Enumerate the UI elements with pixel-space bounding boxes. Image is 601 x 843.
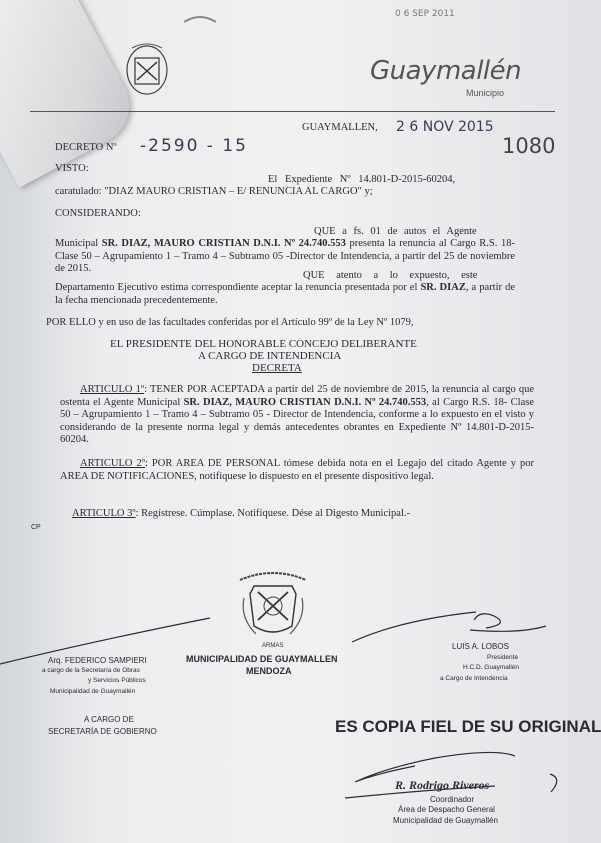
coordinator-municipality: Municipalidad de Guaymallén xyxy=(393,816,498,825)
signer-left-line-4: Municipalidad de Guaymallén xyxy=(50,688,136,695)
visto-line-2: caratulado: "DIAZ MAURO CRISTIAN – E/ RENUNCIA AL CARGO" y; xyxy=(55,186,373,197)
considerando-p1-lead: QUE a fs. 01 de autos el Agente xyxy=(314,226,477,237)
visto-title: VISTO: xyxy=(55,163,89,174)
coordinator-area: Área de Despacho General xyxy=(398,805,495,814)
initials: CP xyxy=(31,524,41,531)
a-cargo-line-2: SECRETARÍA DE GOBIERNO xyxy=(48,727,157,736)
considerando-p2: Departamento Ejecutivo estima correspondiente aceptar la renuncia presentada por el SR. DIAZ, a partir de la fecha mencionada precedentemente. xyxy=(55,282,515,306)
decree-date: 2 6 NOV 2015 xyxy=(396,119,494,135)
a-cargo-line-1: A CARGO DE xyxy=(84,715,134,724)
brand-logo-subtitle: Municipio xyxy=(466,88,505,98)
municipal-crest-icon xyxy=(120,40,175,98)
article-3: ARTICULO 3º: Regístrese. Cúmplase. Notifíquese. Dése al Digesto Municipal.- xyxy=(72,508,410,519)
article-2: ARTICULO 2º: POR AREA DE PERSONAL tómese debida nota en el Legajo del citado Agente y por AREA DE NOTIFICACIONES, notifíquese lo dispuesto en el presente dispositivo legal. xyxy=(60,458,534,482)
handwritten-number: 1080 xyxy=(502,134,556,158)
signer-right-line-4: a Cargo de Intendencia xyxy=(440,675,508,682)
decreta-title: DECRETA xyxy=(252,362,302,374)
decree-number: -2590 - 15 xyxy=(140,136,248,156)
copy-stamp-wrapper xyxy=(335,717,601,737)
signer-left-line-2: a cargo de la Secretaría de Obras xyxy=(42,667,140,674)
article-1: ARTICULO 1º: TENER POR ACEPTADA a partir del 25 de noviembre de 2015, la renuncia al cargo que ostenta el Agente Municipal SR. DIAZ, MAURO CRISTIAN D.N.I. Nº 24.740.553, al Cargo R.S. 18- Clase 50 – Agrupamiento 1 – Tramo 4 – Subtramo 05 - Director de Intendencia, conforme a lo expuesto en el visto y considerando de la presente norma legal y demás antecedentes obrantes en Expediente Nº 14.801-D-2015-60204. xyxy=(60,384,534,445)
signer-right-line-2: Presidente xyxy=(487,654,519,661)
place-label: GUAYMALLEN, xyxy=(302,122,378,133)
copy-stamp: ES COPIA FIEL DE SU ORIGINAL xyxy=(335,717,601,736)
coordinator-name: R. Rodrigo Riveros xyxy=(395,778,490,792)
seal-caption: ARMAS xyxy=(262,643,284,649)
considerando-p1: Municipal SR. DIAZ, MAURO CRISTIAN D.N.I. Nº 24.740.553 presenta la renuncia al Cargo R.S. 18- Clase 50 – Agrupamiento 1 – Tramo 4 – Subtramo 05 -Director de Intendencia, a partir del 25 de noviembre de 2015. xyxy=(55,238,515,274)
municipality-stamp-line-1: MUNICIPALIDAD DE GUAYMALLEN xyxy=(186,654,338,664)
top-stamp-number: 0 6 SEP 2011 xyxy=(395,9,455,19)
signer-right-line-3: H.C.D. Guaymallén xyxy=(463,664,519,671)
stamp-smudge-icon xyxy=(180,10,220,28)
visto-line-1: El Expediente Nº 14.801-D-2015-60204, xyxy=(268,174,456,185)
brand-logo-name: Guaymallén xyxy=(370,56,522,86)
signer-left-line-3: y Servicios Públicos xyxy=(88,677,146,684)
coordinator-role: Coordinador xyxy=(430,795,475,804)
municipality-stamp-line-2: MENDOZA xyxy=(246,666,292,676)
president-line-1: EL PRESIDENTE DEL HONORABLE CONCEJO DELIBERANTE xyxy=(110,338,417,350)
president-line-2: A CARGO DE INTENDENCIA xyxy=(198,350,342,362)
por-ello-text: POR ELLO y en uso de las facultades conferidas por el Artículo 99º de la Ley Nº 1079, xyxy=(46,317,414,328)
signer-right-name: LUIS A. LOBOS xyxy=(452,642,509,651)
header-rule xyxy=(30,111,555,112)
signer-left-name: Arq. FEDERICO SAMPIERI xyxy=(48,656,147,665)
considerando-title: CONSIDERANDO: xyxy=(55,208,141,219)
decree-label: DECRETO Nº xyxy=(55,142,117,153)
considerando-p2-lead: QUE atento a lo expuesto, este xyxy=(303,270,478,281)
